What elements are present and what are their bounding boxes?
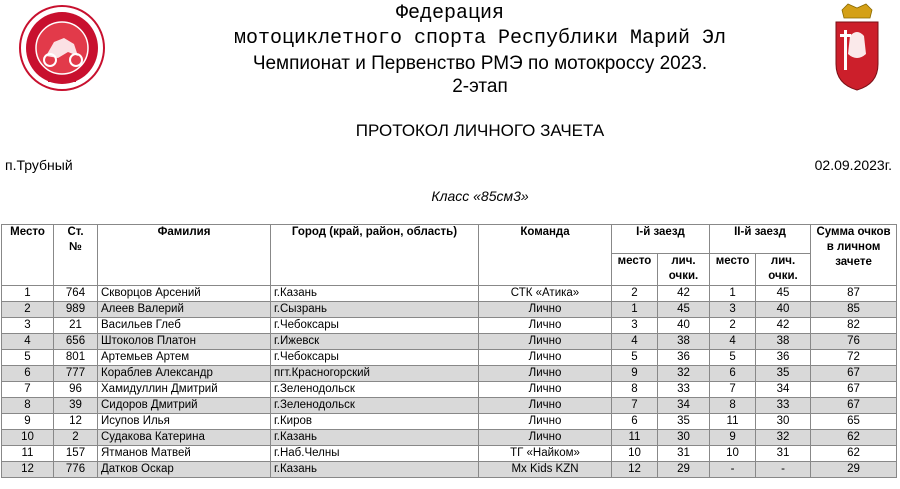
table-row: 1 764 Скворцов Арсений г.Казань СТК «Атика» 2 42 1 45 87 xyxy=(2,286,897,302)
table-row: 2 989 Алеев Валерий г.Сызрань Лично 1 45 3 40 85 xyxy=(2,302,897,318)
col-city: Город (край, район, область) xyxy=(271,225,479,286)
col-heat1: I-й заезд xyxy=(612,225,710,254)
col-place: Место xyxy=(2,225,54,286)
table-row: 12 776 Датков Оскар г.Казань Mx Kids KZN 12 29 - - 29 xyxy=(2,462,897,478)
col-heat2: II-й заезд xyxy=(710,225,811,254)
col-heat2-points: лич. очки. xyxy=(756,254,811,286)
protocol-title: ПРОТОКОЛ ЛИЧНОГО ЗАЧЕТА xyxy=(355,121,605,140)
col-team: Команда xyxy=(479,225,612,286)
col-heat2-place: место xyxy=(710,254,756,286)
date-label: 02.09.2023г. xyxy=(814,157,892,173)
table-row: 6 777 Кораблев Александр пгт.Красногорский Лично 9 32 6 35 67 xyxy=(2,366,897,382)
table-row: 5 801 Артемьев Артем г.Чебоксары Лично 5 36 5 36 72 xyxy=(2,350,897,366)
table-row: 10 2 Судакова Катерина г.Казань Лично 11 30 9 32 62 xyxy=(2,430,897,446)
table-row: 8 39 Сидоров Дмитрий г.Зеленодольск Лично 7 34 8 33 67 xyxy=(2,398,897,414)
results-table xyxy=(1,224,897,478)
championship-title: Чемпионат и Первенство РМЭ по мотокроссу 2023. xyxy=(252,53,708,74)
class-label: Класс «85см3» xyxy=(431,188,529,204)
table-row: 11 157 Ятманов Матвей г.Наб.Челны ТГ «Найком» 10 31 10 31 62 xyxy=(2,446,897,462)
federation-subtitle: мотоциклетного спорта Республики Марий Эл xyxy=(233,27,727,50)
table-row: 7 96 Хамидуллин Дмитрий г.Зеленодольск Лично 8 33 7 34 67 xyxy=(2,382,897,398)
table-row: 4 656 Штоколов Платон г.Ижевск Лично 4 38 4 38 76 xyxy=(2,334,897,350)
venue-label: п.Трубный xyxy=(5,157,73,173)
stage-label: 2-этап xyxy=(452,76,508,97)
table-row: 3 21 Васильев Глеб г.Чебоксары Лично 3 40 2 42 82 xyxy=(2,318,897,334)
col-number: Ст. № xyxy=(54,225,98,286)
col-surname: Фамилия xyxy=(98,225,271,286)
col-heat1-points: лич. очки. xyxy=(658,254,710,286)
col-heat1-place: место xyxy=(612,254,658,286)
col-sum: Сумма очков в личном зачете xyxy=(811,225,897,286)
table-row: 9 12 Исупов Илья г.Киров Лично 6 35 11 30 65 xyxy=(2,414,897,430)
federation-title: Федерация xyxy=(395,2,505,25)
